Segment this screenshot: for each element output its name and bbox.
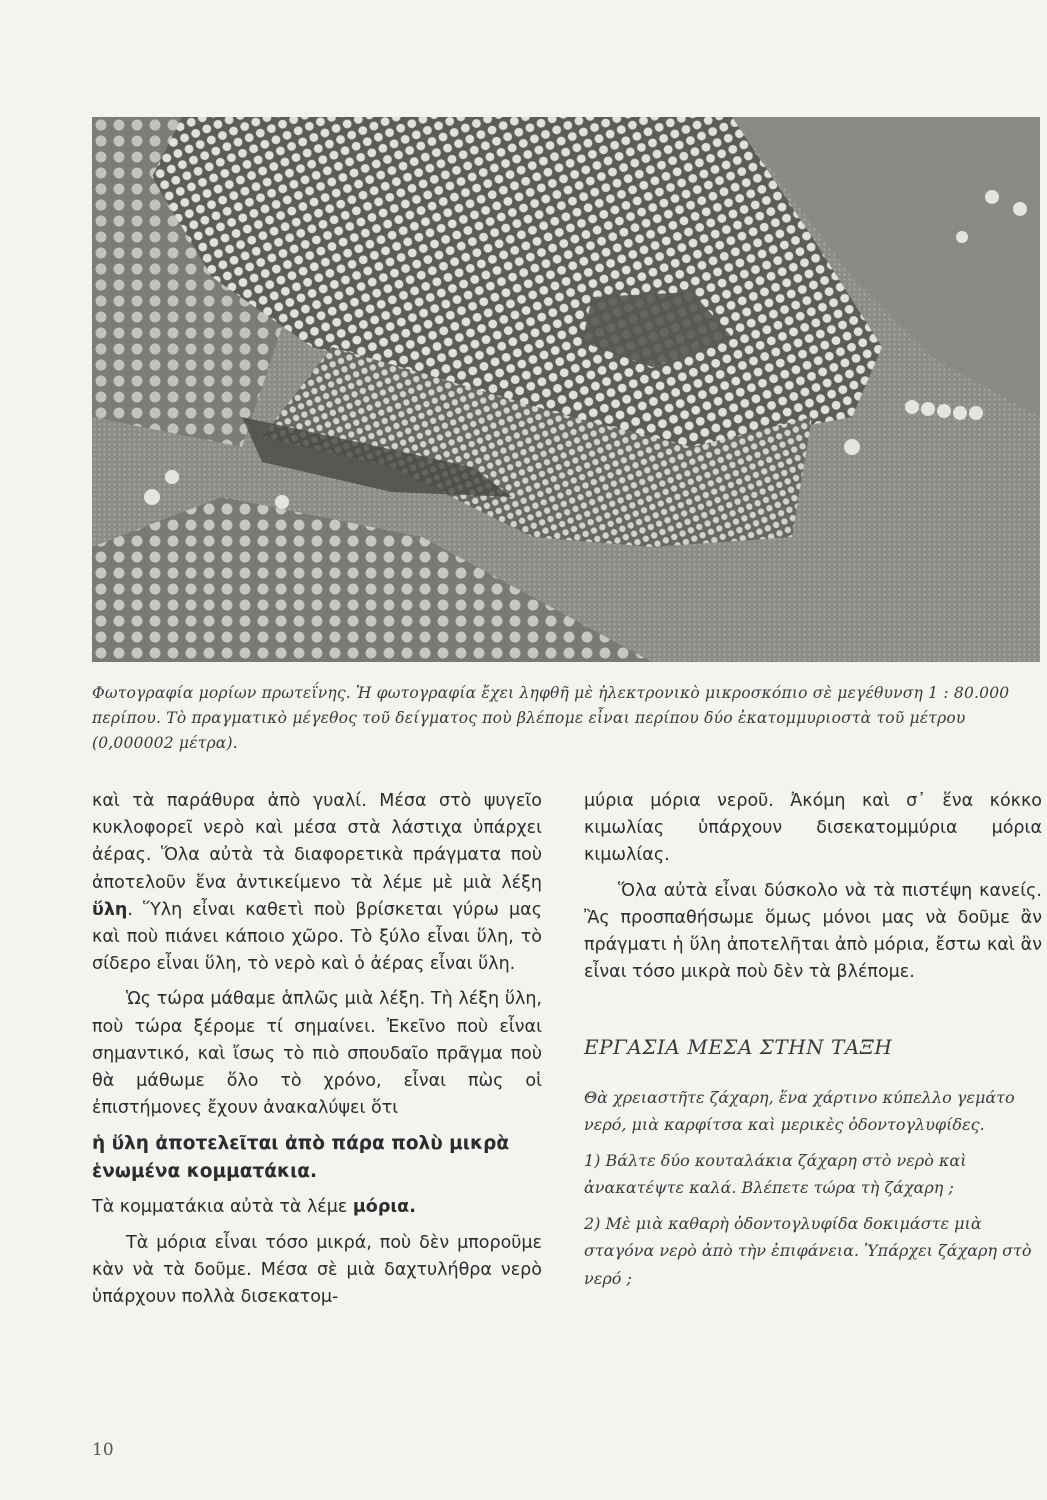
term-moria: μόρια.	[352, 1197, 416, 1218]
paragraph: Ὡς τώρα μάθαμε ἁπλῶς μιὰ λέξη. Τὴ λέξη ὕλη, ποὺ τώρα ξέρομε τί σημαίνει. Ἐκεῖνο ποὺ εἶναι σημαντικό, καὶ ἴσως τὸ πιὸ σπουδαῖο πρᾶγμα ποὺ θὰ μάθωμε ὅλο τὸ χρόνο, εἶναι πὼς οἱ ἐπιστήμονες ἔχουν ἀνακαλύψει ὅτι	[92, 989, 542, 1119]
activity-step-2: 2) Μὲ μιὰ καθαρὴ ὀδοντογλυφίδα δοκιμάστε μιὰ σταγόνα νερὸ ἀπὸ τὴν ἐπιφάνεια. Ὑπάρχει ζάχαρη στὸ νερό ;	[584, 1213, 1032, 1288]
paragraph: Τὰ μόρια εἶναι τόσο μικρά, ποὺ δὲν μποροῦμε κὰν νὰ τὰ δοῦμε. Μέσα σὲ μιὰ δαχτυλήθρα νερὸ ὑπάρχουν πολλὰ δισεκατομ-	[92, 1232, 542, 1308]
paragraph: Ὅλα αὐτὰ εἶναι δύσκολο νὰ τὰ πιστέψη κανείς. Ἂς προσπαθήσωμε ὅμως μόνοι μας νὰ δοῦμε ἂν πράγματι ἡ ὕλη ἀποτελῆται ἀπὸ μόρια, ἔστω καὶ ἂν εἶναι τόσο μικρὰ ποὺ δὲν τὰ βλέπομε.	[584, 880, 1042, 983]
paragraph: Τὰ κομματάκια αὐτὰ τὰ λέμε μόρια.	[92, 1197, 416, 1218]
activity-step-1: 1) Βάλτε δύο κουταλάκια ζάχαρη στὸ νερὸ καὶ ἀνακατέψτε καλά. Βλέπετε τώρα τὴ ζάχαρη ;	[584, 1150, 967, 1198]
activity-intro: Θὰ χρειαστῆτε ζάχαρη, ἕνα χάρτινο κύπελλο γεμάτο νερό, μιὰ καρφίτσα καὶ μερικὲς ὀδοντογλυφίδες.	[584, 1087, 1015, 1135]
right-column	[584, 788, 1042, 1292]
term-hyle: ὕλη	[92, 899, 128, 920]
photo-caption: Φωτογραφία μορίων πρωτεΐνης. Ἡ φωτογραφία ἔχει ληφθῆ μὲ ἠλεκτρονικὸ μικροσκόπιο σὲ μεγέθυνση 1 : 80.000 περίπου. Τὸ πραγματικὸ μέγεθος τοῦ δείγματος ποὺ βλέπομε εἶναι περίπου δύο ἑκατομμυριοστὰ τοῦ μέτρου (0,000002 μέτρα).	[92, 684, 1010, 752]
key-statement: ἡ ὕλη ἀποτελεῖται ἀπὸ πάρα πολὺ μικρὰ ἑνωμένα κομματάκια.	[92, 1133, 510, 1183]
page-number: 10	[92, 1440, 114, 1460]
micrograph-photo	[92, 117, 1040, 662]
left-column	[92, 788, 542, 1311]
paragraph: μύρια μόρια νεροῦ. Ἀκόμη καὶ σ᾽ ἕνα κόκκο κιμωλίας ὑπάρχουν δισεκατομμύρια μόρια κιμωλίας.	[584, 791, 1042, 866]
paragraph: καὶ τὰ παράθυρα ἀπὸ γυαλί. Μέσα στὸ ψυγεῖο κυκλοφορεῖ νερὸ καὶ μέσα στὰ λάστιχα ὑπάρχει ἀέρας. Ὅλα αὐτὰ τὰ διαφορετικὰ πράγματα ποὺ ἀποτελοῦν ἕνα ἀντικείμενο τὰ λέμε μὲ μιὰ λέξη ὕλη. Ὕλη εἶναι καθετὶ ποὺ βρίσκεται γύρω μας καὶ ποὺ πιάνει κάποιο χῶρο. Τὸ ξύλο εἶναι ὕλη, τὸ σίδερο εἶναι ὕλη, τὸ νερὸ καὶ ὁ ἀέρας εἶναι ὕλη.	[92, 791, 542, 975]
section-heading: ΕΡΓΑΣΙΑ ΜΕΣΑ ΣΤΗΝ ΤΑΞΗ	[584, 1035, 893, 1060]
electron-micrograph-protein-molecules-icon	[92, 117, 1040, 662]
